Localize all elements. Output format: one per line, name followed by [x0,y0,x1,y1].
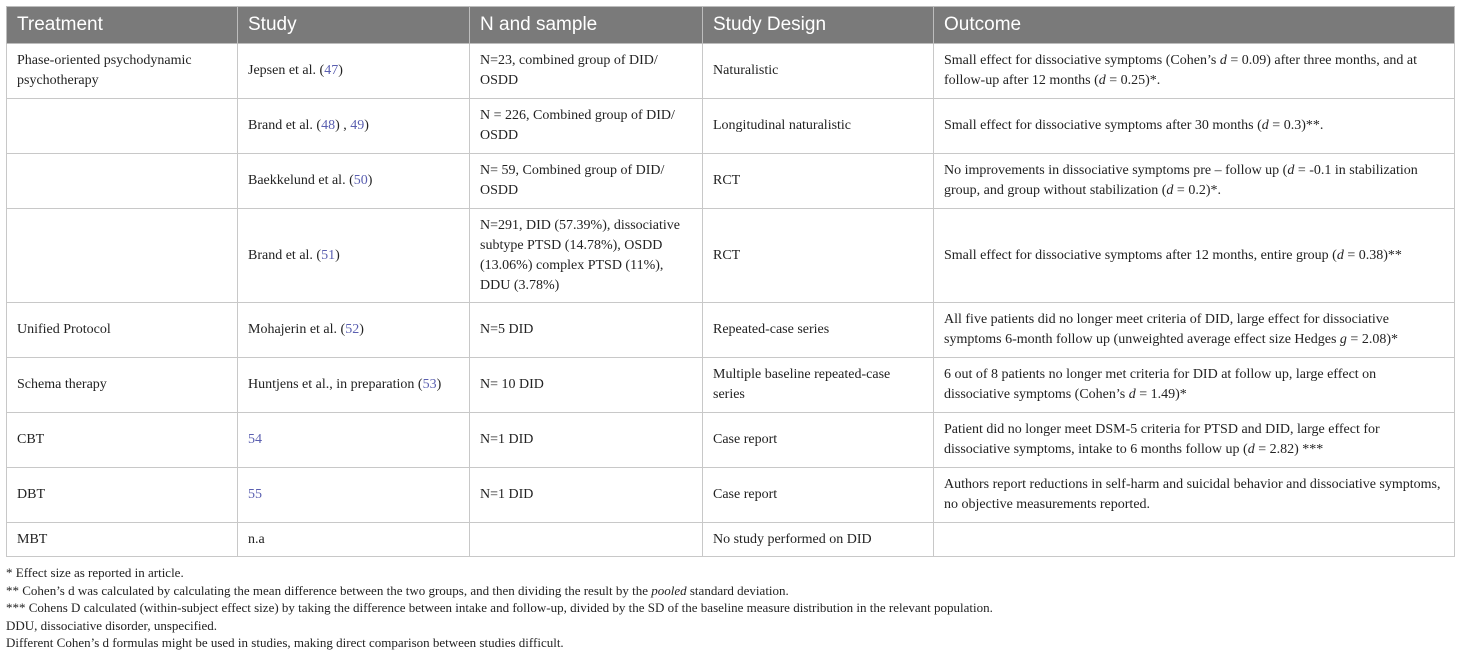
cell-study [238,468,470,523]
cell-sample: N = 226, Combined group of DID/ OSDD [470,99,703,154]
cell-study: n.a [238,523,470,557]
cell-design: Naturalistic [703,44,934,99]
cell-study: Jepsen et al. (47) [238,44,470,99]
cell-sample [470,523,703,557]
treatment-studies-table [6,6,1455,557]
reference-link[interactable]: 55 [248,487,262,502]
header-study: Study [238,7,470,44]
table-row [7,358,1455,413]
footnote: DDU, dissociative disorder, unspecified. [6,617,218,633]
table-row [7,468,1455,523]
cell-treatment: Schema therapy [7,358,238,413]
table-row [7,44,1455,99]
cell-treatment: DBT [7,468,238,523]
cell-sample: N=291, DID (57.39%), dissociative subtype PTSD (14.78%), OSDD (13.06%) complex PTSD (11%), DDU (3.78%) [470,209,703,303]
cell-outcome: Small effect for dissociative symptoms after 12 months, entire group (d = 0.38)** [934,209,1455,303]
cell-study: Baekkelund et al. (50) [238,154,470,209]
cell-design: Longitudinal naturalistic [703,99,934,154]
cell-design: Case report [703,468,934,523]
cell-treatment: Unified Protocol [7,303,238,358]
cell-outcome: All five patients did no longer meet criteria of DID, large effect for dissociative symptoms 6-month follow up (unweighted average effect size Hedges g = 2.08)* [934,303,1455,358]
cell-outcome: Patient did no longer meet DSM-5 criteria for PTSD and DID, large effect for dissociative symptoms, intake to 6 months follow up (d = 2.82) *** [934,413,1455,468]
cell-outcome: 6 out of 8 patients no longer met criteria for DID at follow up, large effect on dissociative symptoms (Cohen’s d = 1.49)* [934,358,1455,413]
cell-study: Huntjens et al., in preparation (53) [238,358,470,413]
reference-link[interactable]: 50 [353,173,368,188]
table-row [7,523,1455,557]
cell-outcome: Small effect for dissociative symptoms (Cohen’s d = 0.09) after three months, and at follow-up after 12 months (d = 0.25)*. [934,44,1455,99]
footnote: ** Cohen’s d was calculated by calculating the mean difference between the two groups, and then dividing the result by the pooled standard deviation. [6,582,789,598]
cell-outcome: No improvements in dissociative symptoms pre – follow up (d = -0.1 in stabilization group, and group without stabilization (d = 0.2)*. [934,154,1455,209]
cell-sample: N=5 DID [470,303,703,358]
cell-sample: N= 59, Combined group of DID/ OSDD [470,154,703,209]
header-treatment: Treatment [7,7,238,44]
cell-sample: N=23, combined group of DID/ OSDD [470,44,703,99]
cell-outcome: Small effect for dissociative symptoms after 30 months (d = 0.3)**. [934,99,1455,154]
cell-study: Brand et al. (48) , 49) [238,99,470,154]
header-design: Study Design [703,7,934,44]
cell-sample: N=1 DID [470,468,703,523]
cell-study [238,413,470,468]
cell-study: Brand et al. (51) [238,209,470,303]
cell-design: RCT [703,154,934,209]
table-row [7,413,1455,468]
footnote: * Effect size as reported in article. [6,565,184,580]
footnote: *** Cohens D calculated (within-subject effect size) by taking the difference between intake and follow-up, divided by the SD of the baseline measure distribution in the relevant population. [6,600,993,615]
cell-sample: N=1 DID [470,413,703,468]
footnote: Different Cohen’s d formulas might be used in studies, making direct comparison between studies difficult. [6,635,564,650]
cell-study: Mohajerin et al. (52) [238,303,470,358]
cell-design: Repeated-case series [703,303,934,358]
cell-treatment: CBT [7,413,238,468]
cell-design: RCT [703,209,934,303]
table-row [7,154,1455,209]
header-sample: N and sample [470,7,703,44]
cell-outcome: Authors report reductions in self-harm and suicidal behavior and dissociative symptoms, no objective measurements reported. [934,468,1455,523]
cell-sample: N= 10 DID [470,358,703,413]
treatment-table-container [6,6,1454,652]
reference-link[interactable]: 54 [248,432,262,447]
table-footnotes [6,564,1454,652]
cell-design: Case report [703,413,934,468]
cell-design: Multiple baseline repeated-case series [703,358,934,413]
cell-outcome [934,523,1455,557]
reference-link[interactable]: 49 [350,118,365,133]
table-row [7,303,1455,358]
reference-link[interactable]: 53 [422,377,437,392]
reference-link[interactable]: 47 [324,63,339,78]
cell-treatment [7,154,238,209]
table-row [7,209,1455,303]
cell-design: No study performed on DID [703,523,934,557]
cell-treatment: MBT [7,523,238,557]
reference-link[interactable]: 51 [321,247,336,263]
reference-link[interactable]: 48 [321,118,336,133]
table-row [7,99,1455,154]
cell-treatment: Phase-oriented psychodynamic psychotherapy [7,44,238,99]
header-outcome: Outcome [934,7,1455,44]
reference-link[interactable]: 52 [345,322,360,337]
cell-treatment [7,99,238,154]
cell-treatment [7,209,238,303]
table-header-row [7,7,1455,44]
